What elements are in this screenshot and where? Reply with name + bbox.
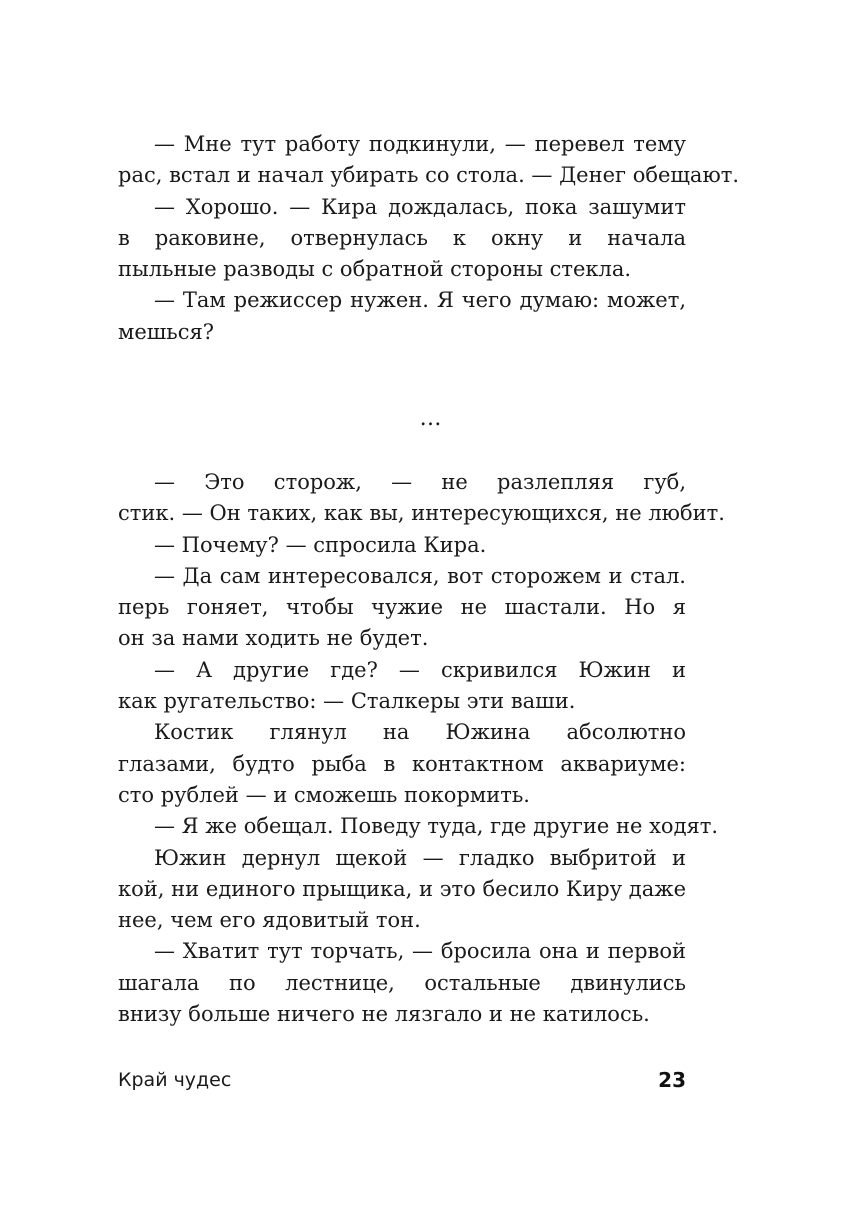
text-line: — Там режиссер нужен. Я чего думаю: может, bbox=[154, 288, 686, 313]
text-line: — Почему? — спросила Кира. bbox=[154, 532, 487, 557]
text-line: стик. — Он таких, как вы, интересующихся, не любит. bbox=[118, 501, 725, 526]
text-section-1 bbox=[118, 129, 740, 348]
section-separator: … bbox=[419, 406, 443, 431]
text-line: — Это сторож, — не разлепляя губ, bbox=[154, 470, 686, 494]
text-line: — Хорошо. — Кира дождалась, пока зашумит bbox=[154, 194, 686, 219]
text-line: — А другие где? — скривился Южин и bbox=[154, 657, 686, 682]
text-line: пыльные разводы с обратной стороны стекла. bbox=[118, 257, 632, 282]
text-line: глазами, будто рыба в контактном аквариуме: bbox=[118, 751, 686, 776]
text-line: Костик глянул на Южина абсолютно bbox=[154, 720, 686, 745]
text-line: нее, чем его ядовитый тон. bbox=[118, 908, 421, 933]
text-line: — Хватит тут торчать, — бросила она и первой bbox=[154, 939, 686, 964]
page-number: 23 bbox=[658, 1068, 686, 1092]
text-line: рас, встал и начал убирать со стола. — Денег обещают. bbox=[118, 163, 740, 188]
text-line: Южин дернул щекой — гладко выбритой и bbox=[154, 845, 686, 870]
text-line: шагала по лестнице, остальные двинулись bbox=[118, 970, 686, 995]
text-line: кой, ни единого прыщика, и это бесило Киру даже bbox=[118, 876, 686, 901]
text-line: — Мне тут работу подкинули, — перевел тему bbox=[154, 132, 686, 156]
text-line: — Я же обещал. Поведу туда, где другие не ходят. bbox=[154, 814, 719, 839]
text-section-2 bbox=[118, 467, 725, 1030]
text-line: как ругательство: — Сталкеры эти ваши. bbox=[118, 689, 576, 714]
text-line: перь гоняет, чтобы чужие не шастали. Но я bbox=[118, 595, 686, 620]
text-line: он за нами ходить не будет. bbox=[118, 626, 429, 651]
running-title: Край чудес bbox=[118, 1069, 232, 1091]
text-line: мешься? bbox=[118, 319, 214, 344]
text-line: в раковине, отвернулась к окну и начала bbox=[118, 225, 686, 250]
text-line: внизу больше ничего не лязгало и не катилось. bbox=[118, 1002, 650, 1027]
text-line: — Да сам интересовался, вот сторожем и стал. bbox=[154, 563, 686, 588]
text-line: сто рублей — и сможешь покормить. bbox=[118, 782, 530, 807]
